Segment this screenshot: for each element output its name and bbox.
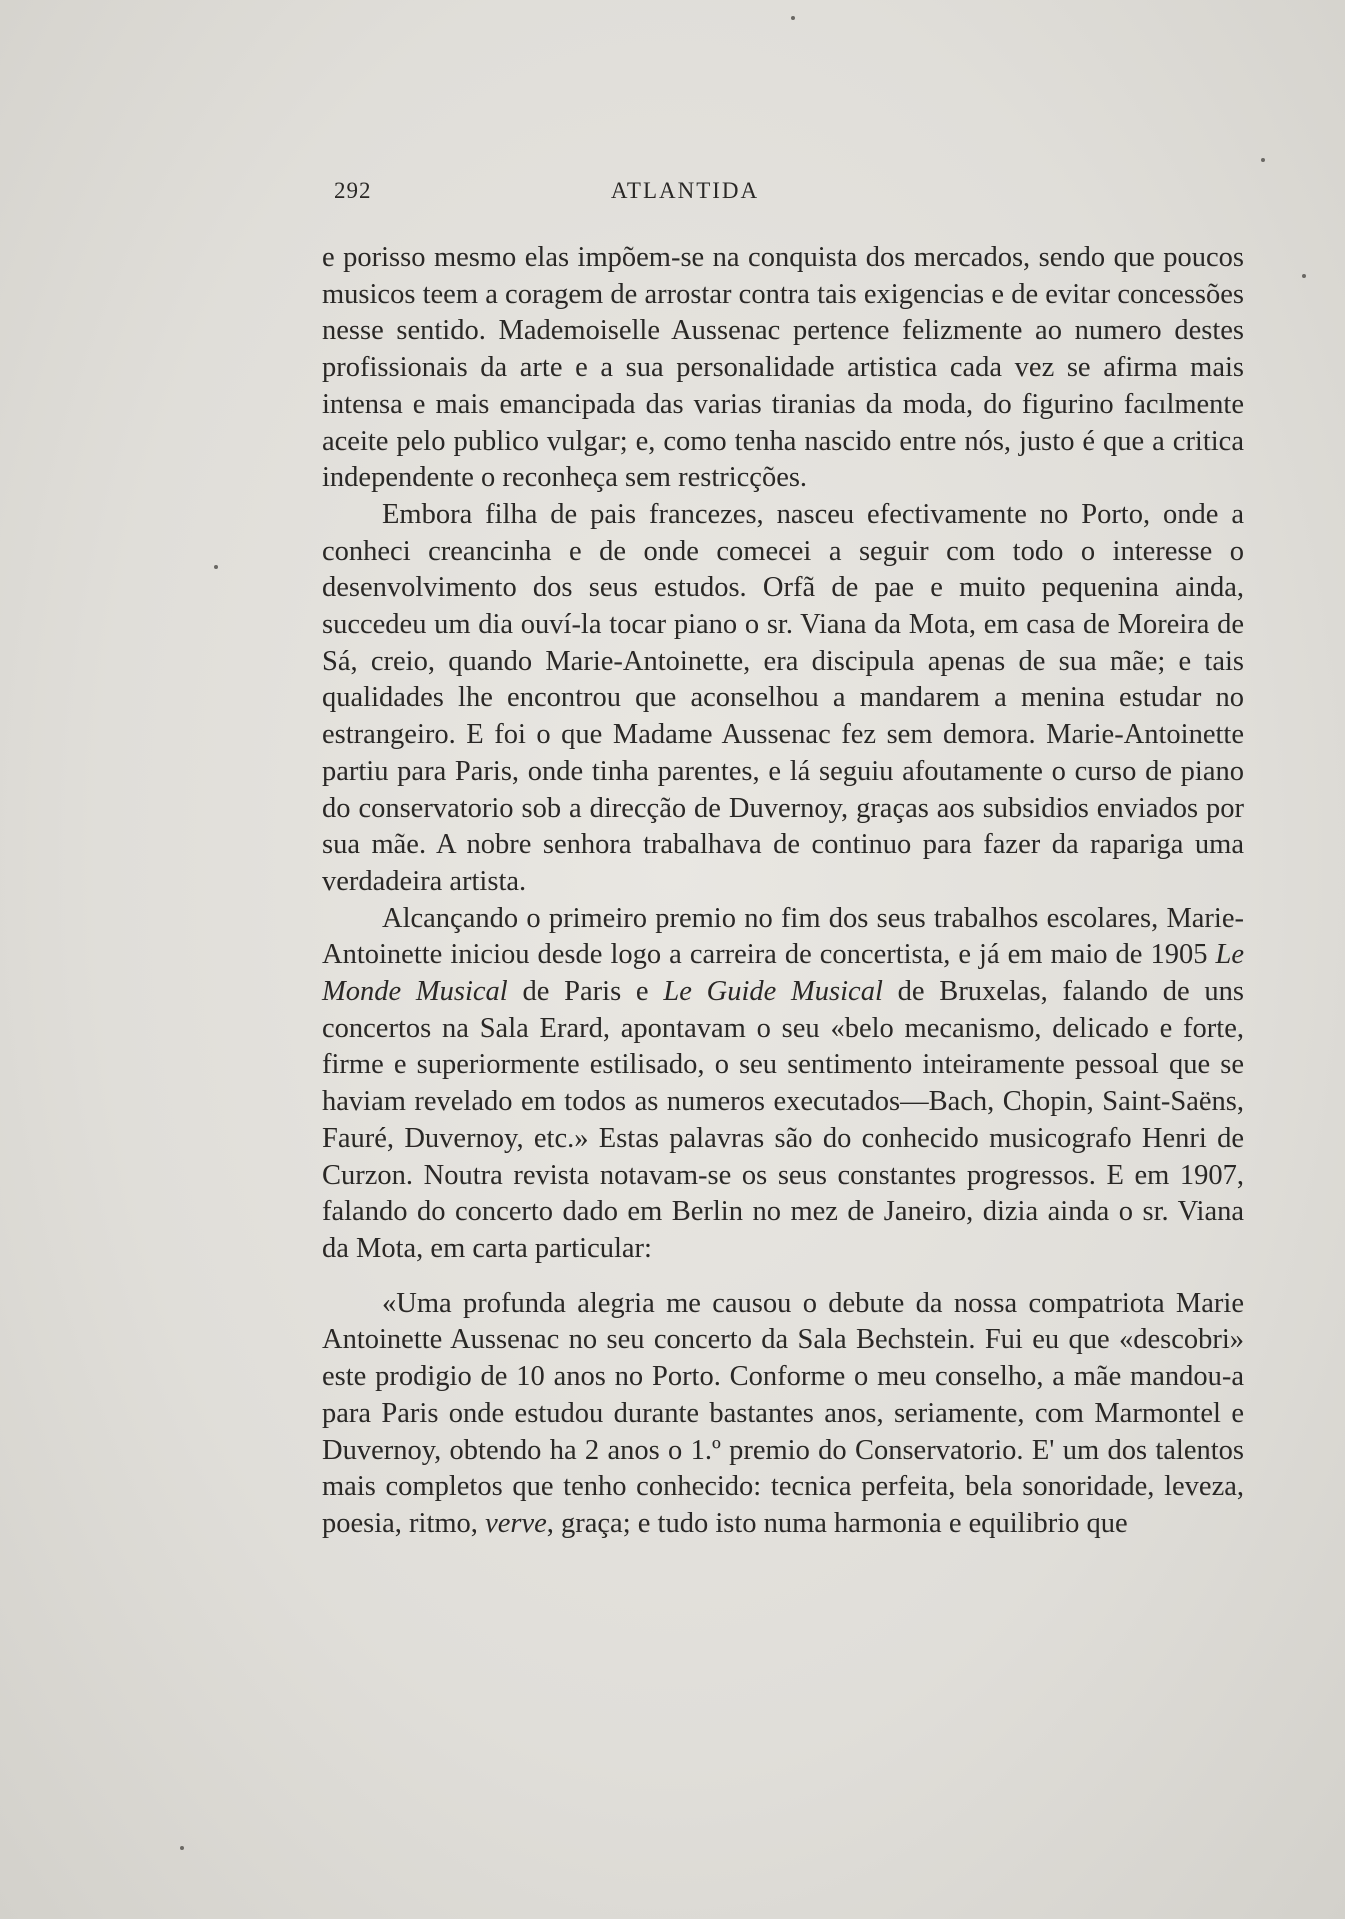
paragraph-3-text-b: de Paris e xyxy=(507,976,664,1008)
page-number: 292 xyxy=(334,178,372,203)
quoted-letter-text-a: «Uma profunda alegria me causou o debute da nossa compatriota Marie Antoinette Aussenac no seu concerto da Sala Bechstein. Fui eu que «descobri» este prodigio de 10 anos no Porto. Conforme o meu conselho, a mãe mandou-a para Paris onde estudou durante bastantes anos, seriamente, com Marmontel e Duvernoy, obtendo ha 2 anos o 1.º premio do Conservatorio. E' um dos talentos mais completos que tenho conhecido: tecnica perfeita, bela sonoridade, leveza, poesia, ritmo, xyxy=(322,1287,1244,1539)
page-header xyxy=(334,178,1036,214)
paragraph-3-text-a: Alcançando o primeiro premio no fim dos seus trabalhos escolares, Marie-Antoinette iniciou desde logo a carreira de concertista, e já em maio de 1905 xyxy=(322,902,1244,971)
paper-speck xyxy=(1302,274,1306,278)
paragraph-3-text-c: de Bruxelas, falando de uns concertos na Sala Erard, apontavam o seu «belo mecanismo, delicado e forte, firme e superiormente estilisado, o seu sentimento inteiramente pessoal que se haviam revelado em todos as numeros executados—Bach, Chopin, Saint-Saëns, Fauré, Duvernoy, etc.» Estas palavras são do conhecido musicografo Henri de Curzon. Noutra revista notavam-se os seus constantes progressos. E em 1907, falando do concerto dado em Berlin no mez de Janeiro, dizia ainda o sr. Viana da Mota, em carta particular: xyxy=(322,976,1244,1264)
paper-speck xyxy=(214,565,218,569)
paragraph-1: e porisso mesmo elas impõem-se na conquista dos mercados, sendo que poucos musicos teem a coragem de arrostar contra tais exigencias e de evitar concessões nesse sentido. Mademoiselle Aussenac pertence felizmente ao numero destes profissionais da arte e a sua personalidade artistica cada vez se afirma mais intensa e mais emancipada das varias tiranias da moda, do figurino facılmente aceite pelo publico vulgar; e, como tenha nascido entre nós, justo é que a critica independente o reconheça sem restricções. xyxy=(322,242,1244,494)
paper-speck xyxy=(1261,158,1265,162)
paper-speck xyxy=(180,1846,184,1850)
italic-word-verve: verve xyxy=(485,1507,547,1539)
running-title: ATLANTIDA xyxy=(610,178,760,203)
page-body xyxy=(322,240,1244,1543)
periodical-title-le-guide-musical: Le Guide Musical xyxy=(663,976,883,1008)
paragraph-3 xyxy=(322,901,1244,1268)
periodical-title-le-monde-musical: Le Monde Musical xyxy=(322,939,1244,1008)
quoted-letter-text-b: , graça; e tudo isto numa harmonia e equilibrio que xyxy=(546,1507,1128,1539)
paper-speck xyxy=(791,16,795,20)
paragraph-2: Embora filha de pais francezes, nasceu efectivamente no Porto, onde a conheci creancinha e de onde comecei a seguir com todo o interesse o desenvolvimento dos seus estudos. Orfã de pae e muito pequenina ainda, succedeu um dia ouví-la tocar piano o sr. Viana da Mota, em casa de Moreira de Sá, creio, quando Marie-Antoinette, era discipula apenas de sua mãe; e tais qualidades lhe encontrou que aconselhou a mandarem a menina estudar no estrangeiro. E foi o que Madame Aussenac fez sem demora. Marie-Antoinette partiu para Paris, onde tinha parentes, e lá seguiu afoutamente o curso de piano do conservatorio sob a direcção de Duvernoy, graças aos subsidios enviados por sua mãe. A nobre senhora trabalhava de continuo para fazer da rapariga uma verdadeira artista. xyxy=(322,498,1244,897)
quoted-letter xyxy=(322,1286,1244,1543)
